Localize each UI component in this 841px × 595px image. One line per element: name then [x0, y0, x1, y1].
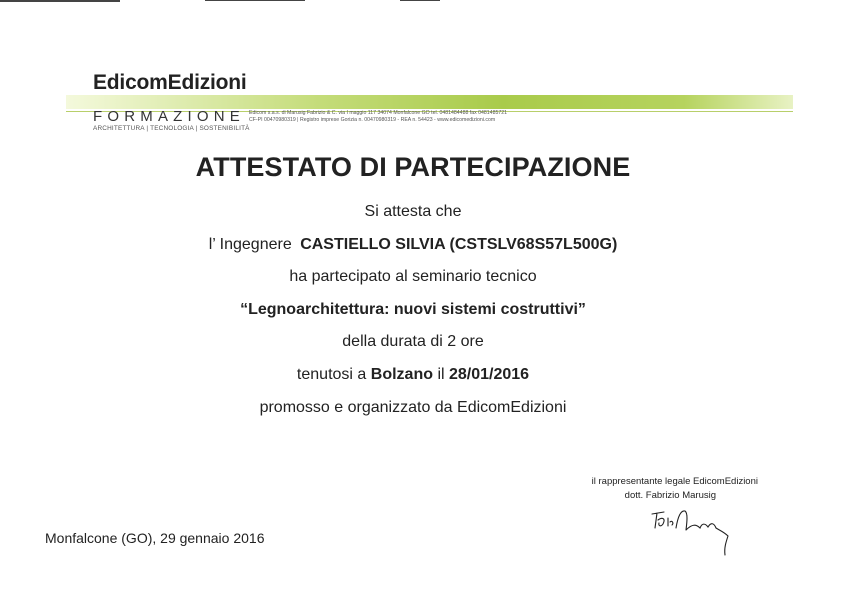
recipient-name: CASTIELLO SILVIA (CSTSLV68S57L500G) — [300, 236, 618, 253]
recipient-prefix: l’ Ingegnere — [208, 236, 292, 253]
legal-representative-title: il rappresentante legale EdicomEdizioni — [591, 476, 758, 487]
seminar-title: “Legnoarchitettura: nuovi sistemi costruttivi” — [240, 301, 586, 318]
organizer-line: promosso e organizzato da EdicomEdizioni — [259, 399, 567, 416]
held-date: 28/01/2016 — [449, 366, 530, 383]
location-date-line — [0, 366, 826, 384]
scan-edge-mark — [0, 0, 120, 2]
division-tagline: ARCHITETTURA | TECNOLOGIA | SOSTENIBILITÀ — [93, 125, 250, 132]
legal-representative-name: dott. Fabrizio Marusig — [624, 490, 716, 501]
place-date: Monfalcone (GO), 29 gennaio 2016 — [45, 530, 265, 546]
scan-edge-mark — [205, 0, 305, 1]
duration-line: della durata di 2 ore — [342, 333, 484, 350]
company-info-line1: Edicom s.a.s. di Marusig Fabrizio & C. via I maggio 117 34074 Monfalcone GO tel. 0481484488 fax 0481485721 — [249, 110, 507, 116]
handwritten-signature — [648, 508, 733, 558]
held-city: Bolzano — [370, 366, 433, 383]
brand-logo: EdicomEdizioni — [93, 71, 247, 94]
company-info-line2: CF-PI 00470980319 | Registro imprese Gorizia n. 00470980319 - REA n. 54423 - www.edicomedizioni.com — [249, 117, 496, 123]
scan-edge-mark — [400, 0, 440, 1]
held-prefix: tenutosi a — [296, 366, 367, 383]
intro-line: Si attesta che — [364, 203, 462, 220]
recipient-line — [0, 236, 826, 254]
division-name: FORMAZIONE — [93, 108, 245, 125]
green-header-band — [66, 95, 793, 109]
held-mid: il — [437, 366, 445, 383]
participation-line: ha partecipato al seminario tecnico — [289, 268, 537, 285]
certificate-title: ATTESTATO DI PARTECIPAZIONE — [195, 152, 631, 182]
